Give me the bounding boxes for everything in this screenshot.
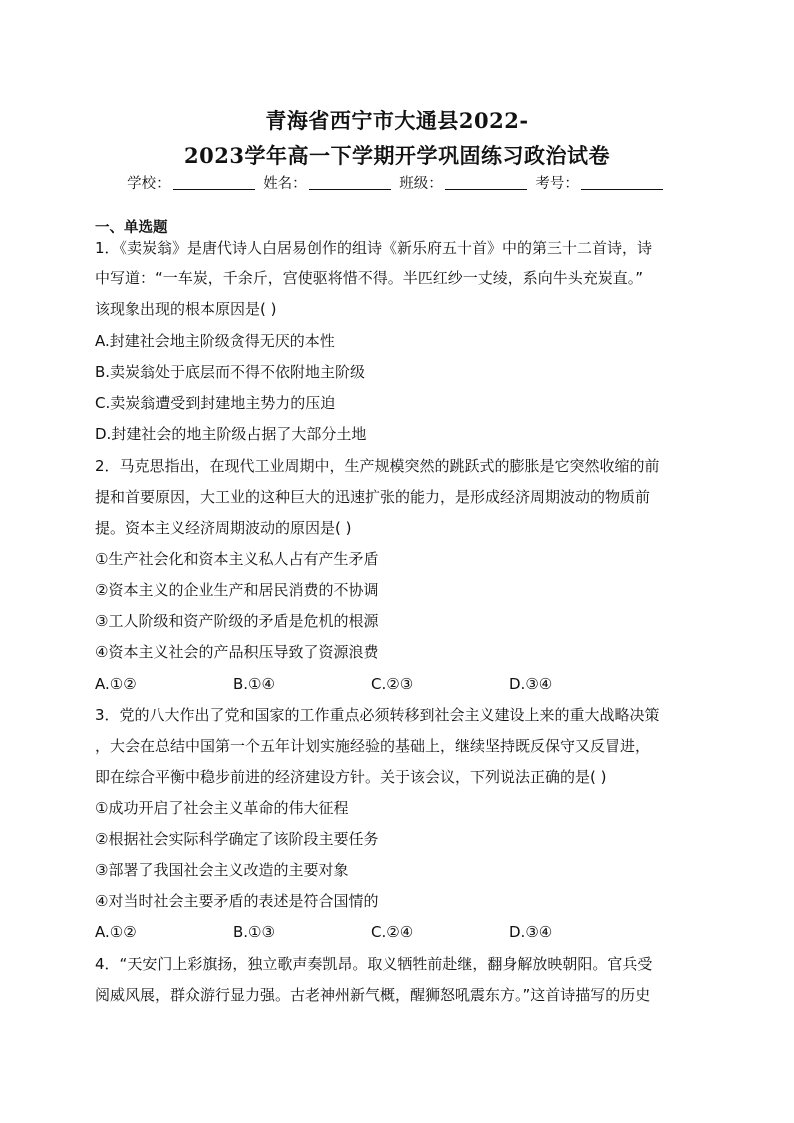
question-text: 提和首要原因，大工业的这种巨大的迅速扩张的能力，是形成经济周期波动的物质前 (95, 488, 651, 506)
option-b[interactable]: B.①③ (233, 923, 275, 941)
title-line-2: 2023学年高一下学期开学巩固练习政治试卷 (184, 143, 610, 168)
statement: ②根据社会实际科学确定了该阶段主要任务 (95, 830, 379, 848)
statement: ①成功开启了社会主义革命的伟大征程 (95, 799, 349, 817)
option[interactable]: B.卖炭翁处于底层而不得不依附地主阶级 (95, 363, 366, 381)
option-d[interactable]: D.③④ (509, 923, 553, 941)
question-text: 中写道：“一车炭，千余斤，宫使驱将惜不得。半匹红纱一丈绫，系向牛头充炭直。” (95, 269, 644, 287)
option-b[interactable]: B.①④ (233, 675, 275, 693)
question-text: 1．《卖炭翁》是唐代诗人白居易创作的组诗《新乐府五十首》中的第三十二首诗，诗 (95, 239, 653, 257)
student-info-row (0, 172, 794, 193)
section-heading: 一、单选题 (95, 220, 168, 236)
class-label: 班级： (399, 176, 443, 192)
statement: ④对当时社会主要矛盾的表述是符合国情的 (95, 892, 379, 910)
statement: ④资本主义社会的产品积压导致了资源浪费 (95, 643, 379, 661)
question-text: 4．“天安门上彩旗扬，独立歌声奏凯昂。取义牺牲前赴继，翻身解放映朝阳。官兵受 (95, 955, 653, 973)
statement: ③工人阶级和资产阶级的矛盾是危机的根源 (95, 612, 379, 630)
school-blank[interactable] (173, 175, 255, 190)
class-blank[interactable] (445, 175, 527, 190)
option-c[interactable]: C.②③ (371, 675, 414, 693)
statement: ①生产社会化和资本主义私人占有产生矛盾 (95, 550, 379, 568)
question-text: ，大会在总结中国第一个五年计划实施经验的基础上，继续坚持既反保守又反冒进， (95, 737, 651, 755)
exam-no-blank[interactable] (581, 175, 663, 190)
option[interactable]: A.封建社会地主阶级贪得无厌的本性 (95, 332, 335, 350)
statement: ②资本主义的企业生产和居民消费的不协调 (95, 581, 379, 599)
question-text: 2．马克思指出，在现代工业周期中，生产规模突然的跳跃式的膨胀是它突然收缩的前 (95, 457, 660, 475)
question-text: 即在综合平衡中稳步前进的经济建设方针。关于该会议，下列说法正确的是( ) (95, 768, 607, 786)
question-text: 3．党的八大作出了党和国家的工作重点必须转移到社会主义建设上来的重大战略决策 (95, 706, 660, 724)
school-label: 学校： (127, 176, 171, 192)
option-d[interactable]: D.③④ (509, 675, 553, 693)
option-a[interactable]: A.①② (95, 923, 137, 941)
question-text: 提。资本主义经济周期波动的原因是( ) (95, 519, 352, 537)
option-c[interactable]: C.②④ (371, 923, 414, 941)
question-text: 阅威风展，群众游行显力强。古老神州新气概，醒狮怒吼震东方。”这首诗描写的历史 (95, 986, 651, 1004)
exam-no-label: 考号： (535, 176, 579, 192)
option-a[interactable]: A.①② (95, 675, 137, 693)
statement: ③部署了我国社会主义改造的主要对象 (95, 861, 349, 879)
name-label: 姓名： (263, 176, 307, 192)
option[interactable]: C.卖炭翁遭受到封建地主势力的压迫 (95, 394, 336, 412)
name-blank[interactable] (309, 175, 391, 190)
option[interactable]: D.封建社会的地主阶级占据了大部分土地 (95, 425, 367, 443)
question-text: 该现象出现的根本原因是( ) (95, 300, 277, 318)
title-line-1: 青海省西宁市大通县2022- (265, 108, 529, 133)
